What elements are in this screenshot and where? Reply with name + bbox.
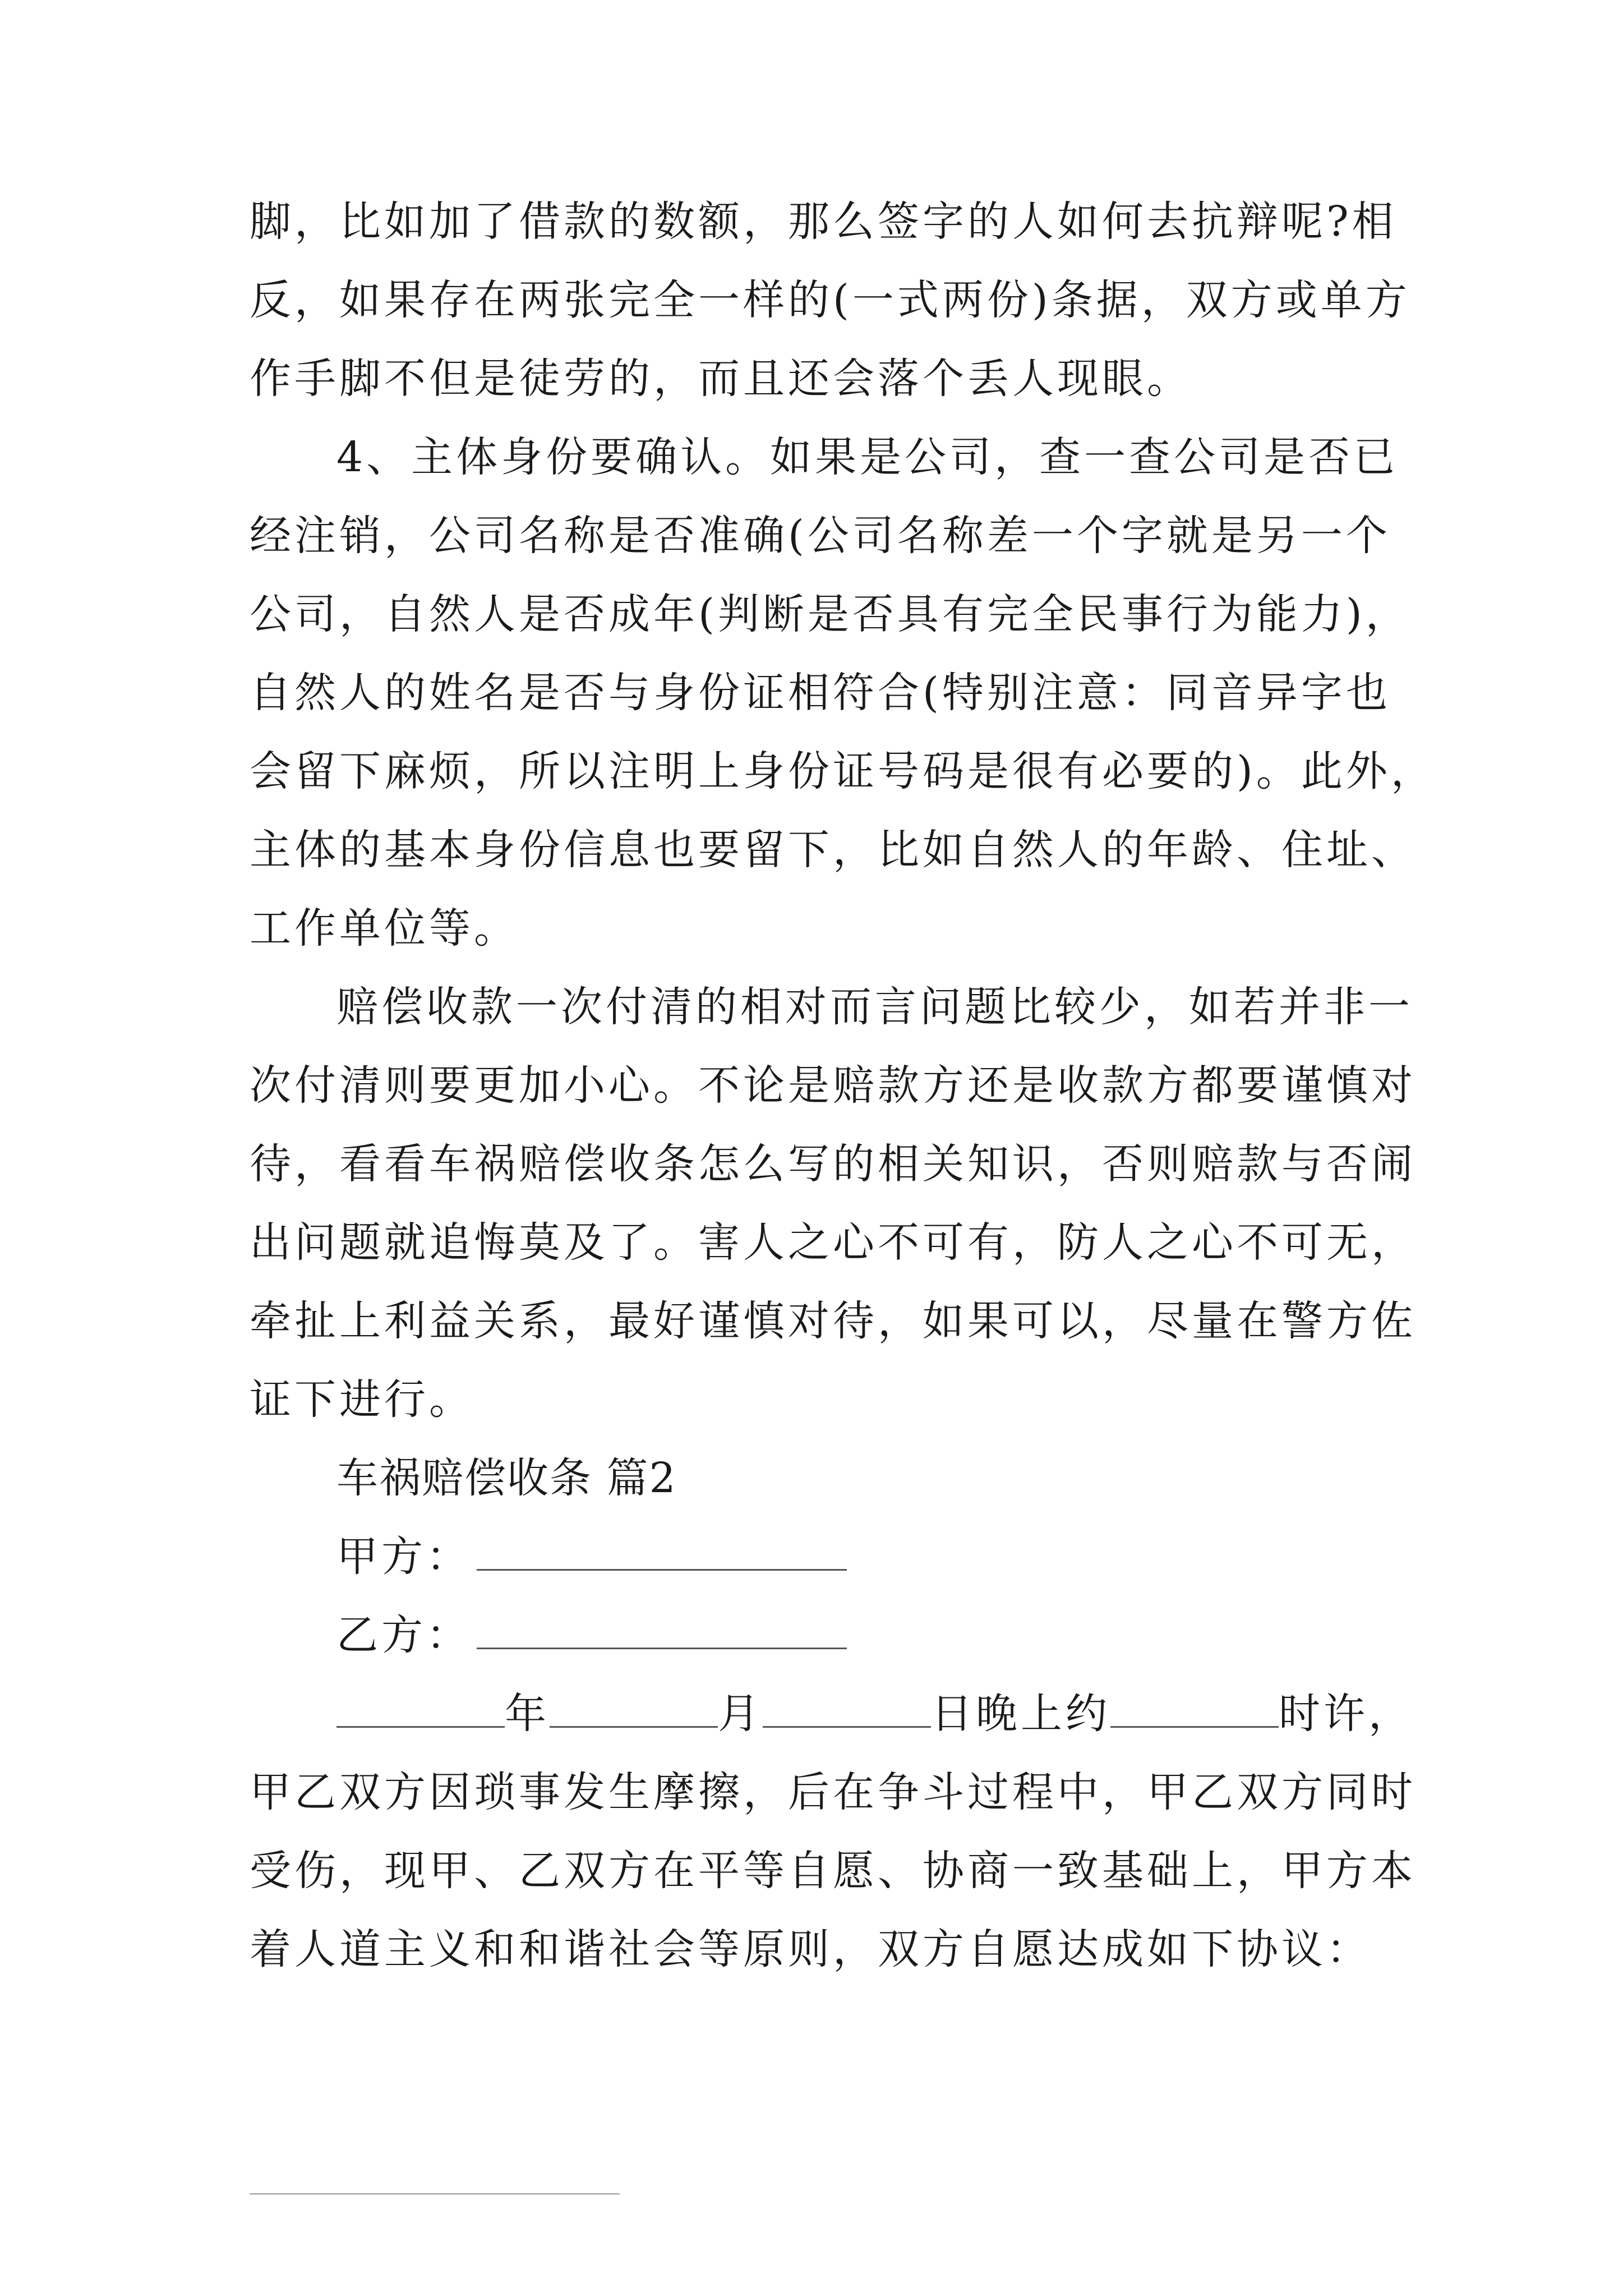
day-blank[interactable] [763,1692,931,1728]
party-b-label: 乙方： [336,1611,471,1659]
month-blank[interactable] [550,1692,718,1728]
body-text-line: 牵扯上利益关系，最好谨慎对待，如果可以，尽量在警方佐 [250,1297,1416,1345]
year-label: 年 [505,1690,550,1738]
body-text-line: 证下进行。 [250,1375,474,1424]
body-text-line: 作手脚不但是徒劳的，而且还会落个丢人现眼。 [250,355,1192,403]
body-text-line: 次付清则要更加小心。不论是赔款方还是收款方都要谨慎对 [250,1061,1416,1110]
body-text-line: 自然人的姓名是否与身份证相符合(特别注意：同音异字也 [250,669,1391,717]
time-blank[interactable] [1110,1692,1279,1728]
party-a-label: 甲方： [336,1533,471,1581]
body-text-line: 主体的基本身份信息也要留下，比如自然人的年龄、住址、 [250,826,1416,874]
party-b-row [336,1607,847,1663]
body-text-line: 受伤，现甲、乙双方在平等自愿、协商一致基础上，甲方本 [250,1847,1416,1895]
body-text-line: 脚，比如加了借款的数额，那么签字的人如何去抗辩呢?相 [250,197,1397,246]
party-a-row [336,1529,847,1585]
body-text-line: 公司，自然人是否成年(判断是否具有完全民事行为能力)， [250,590,1410,638]
year-blank[interactable] [336,1692,505,1728]
month-label: 月 [718,1690,763,1738]
body-text-line: 着人道主义和和谐社会等原则，双方自愿达成如下协议： [250,1925,1371,1973]
body-text-line: 反，如果存在两张完全一样的(一式两份)条据，双方或单方 [250,276,1410,324]
section-heading: 车祸赔偿收条 篇2 [336,1454,677,1502]
body-text-line: 会留下麻烦，所以注明上身份证号码是很有必要的)。此外， [250,747,1436,795]
body-text-line: 待，看看车祸赔偿收条怎么写的相关知识，否则赔款与否闹 [250,1140,1416,1188]
date-row [336,1686,1413,1742]
body-text-line: 4、主体身份要确认。如果是公司，查一查公司是否已 [336,433,1399,481]
body-text-line: 赔偿收款一次付清的相对而言问题比较少，如若并非一 [336,983,1413,1031]
party-a-blank[interactable] [477,1535,847,1571]
body-text-line: 工作单位等。 [250,904,519,953]
body-text-line: 出问题就追悔莫及了。害人之心不可有，防人之心不可无， [250,1218,1416,1267]
body-text-line: 甲乙双方因琐事发生摩擦，后在争斗过程中，甲乙双方同时 [250,1768,1416,1816]
footnote-divider [250,2193,620,2194]
day-label: 日晚上约 [931,1690,1110,1738]
body-text-line: 经注销，公司名称是否准确(公司名称差一个字就是另一个 [250,512,1391,560]
time-label: 时许， [1279,1690,1413,1738]
party-b-blank[interactable] [477,1614,847,1649]
